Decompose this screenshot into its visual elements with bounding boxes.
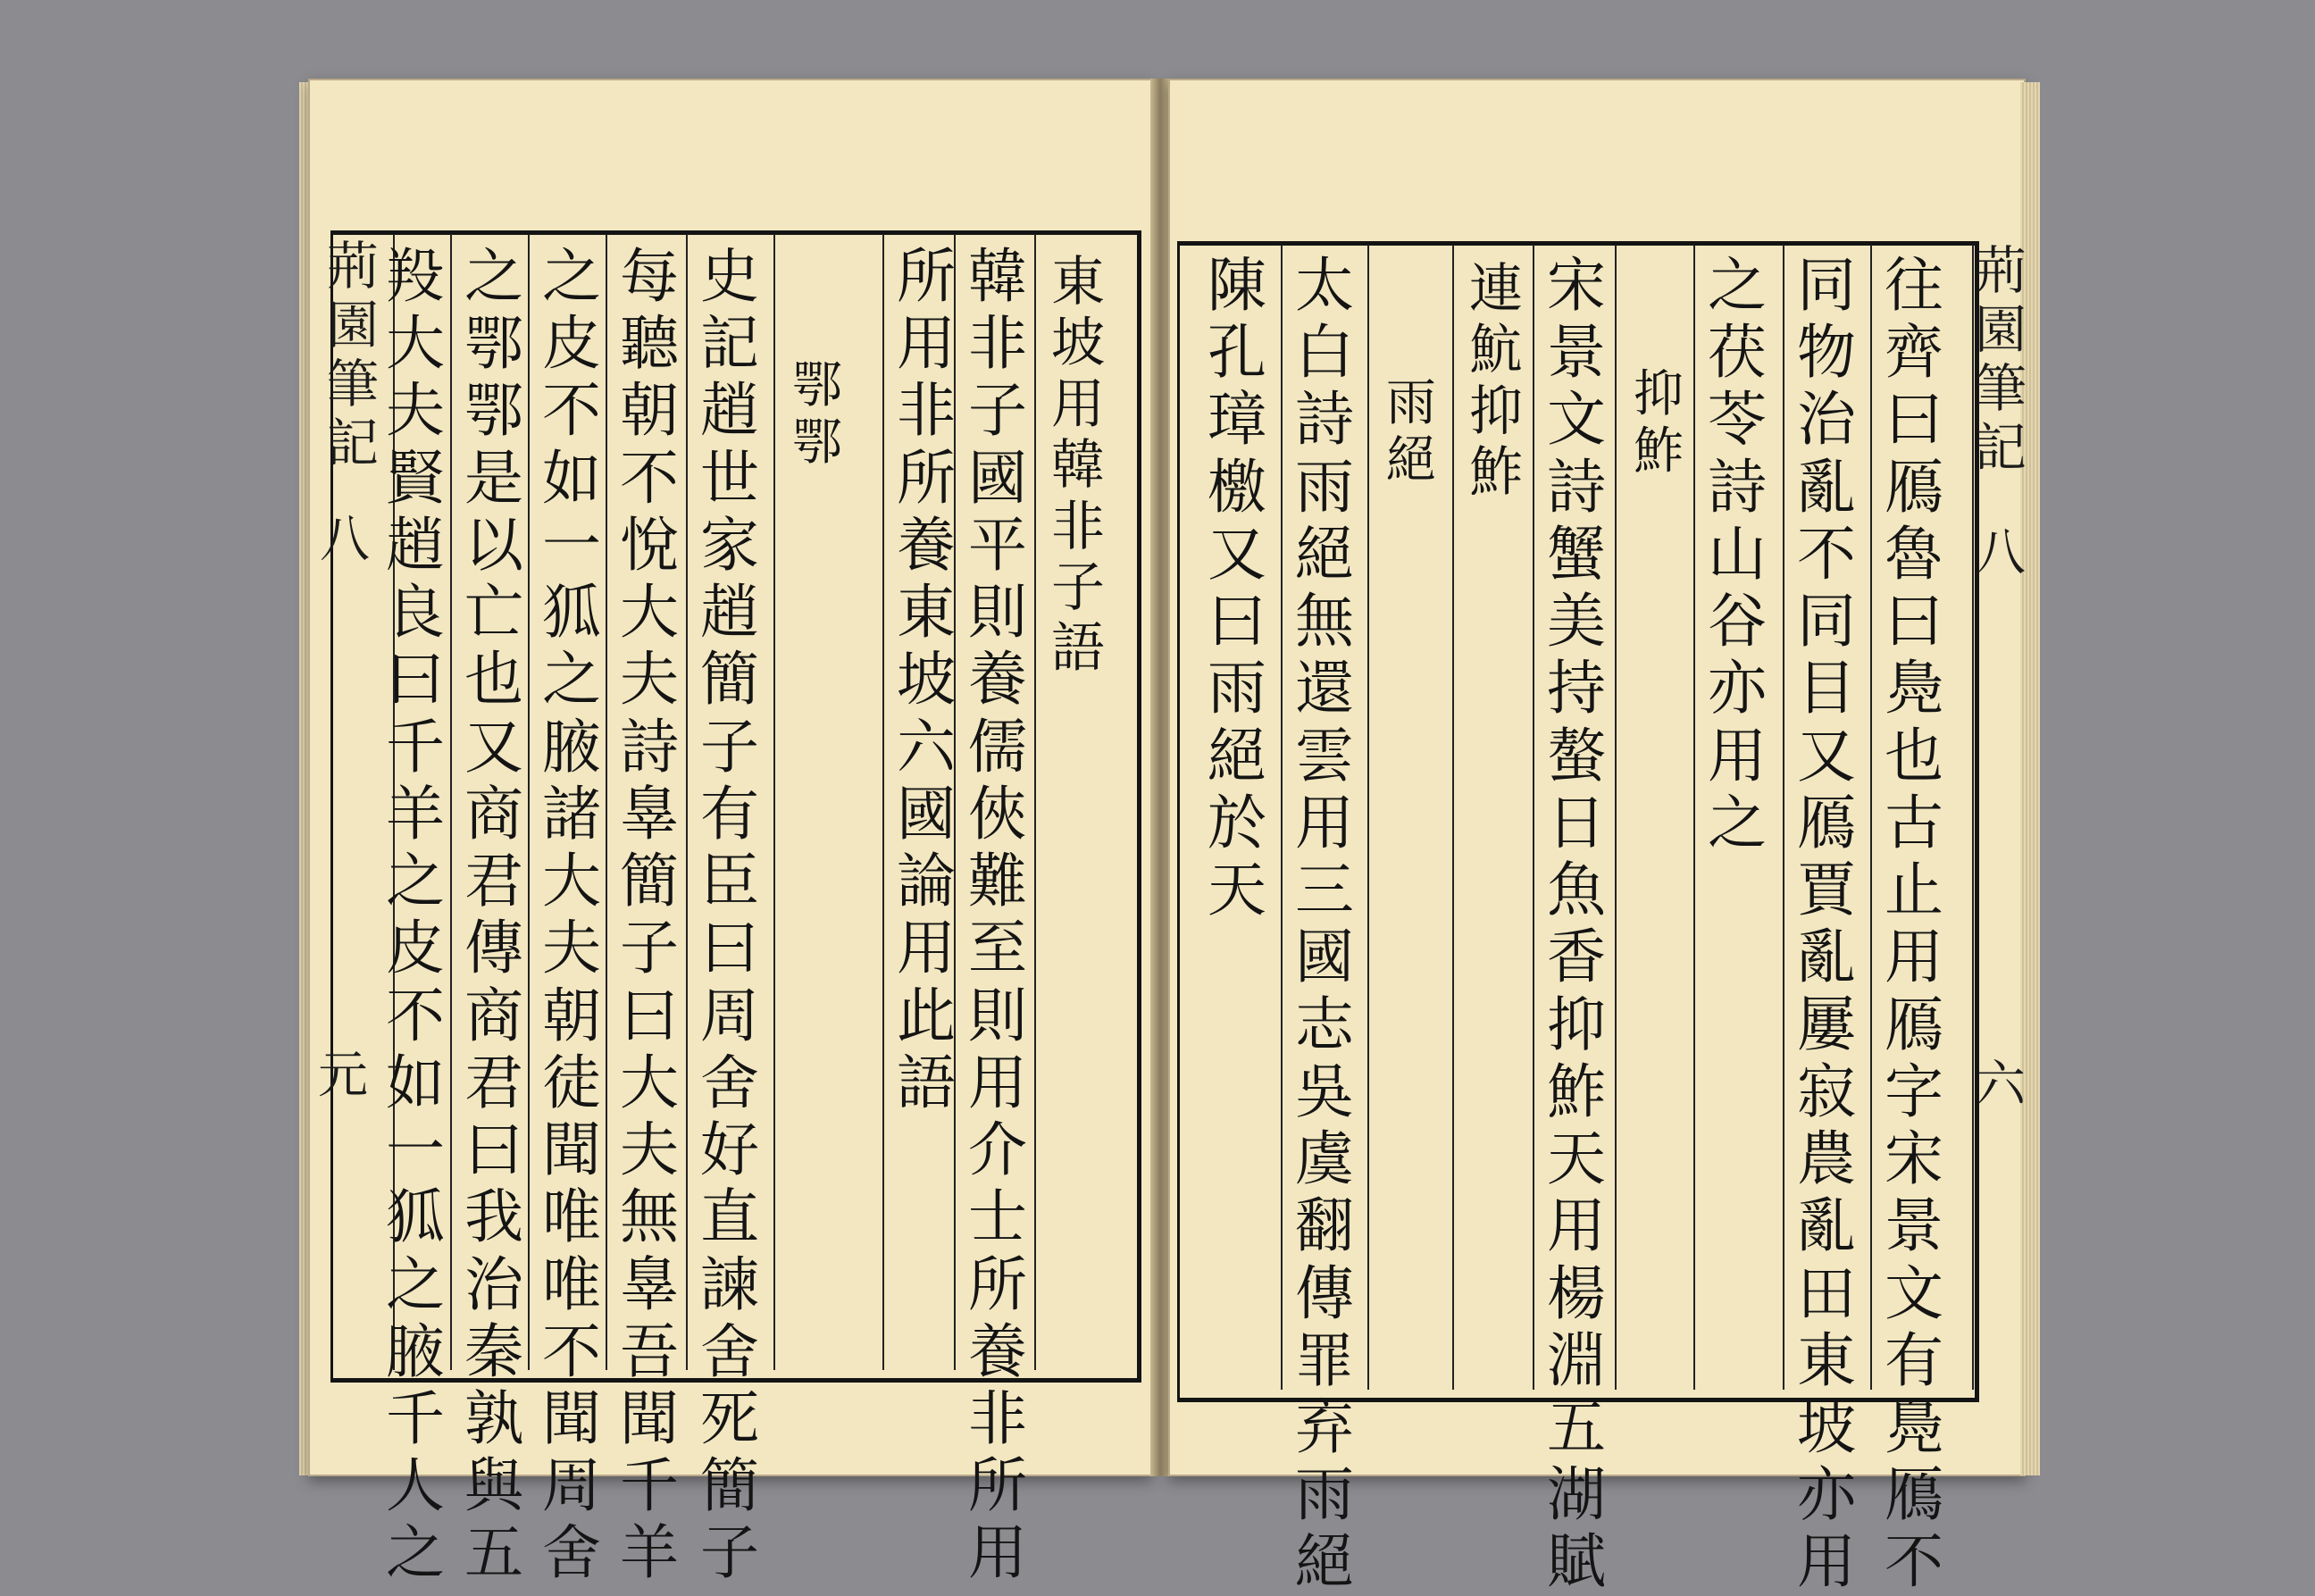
column-rule [1281,245,1283,1390]
left-column-5: 史 記 趙 世 家 趙 簡 子 有 臣 曰 周 舍 好 直 諫 舍 死 簡 子 [700,242,759,1588]
left-column-2: 韓 非 子 國 平 則 養 儒 俠 難 至 則 用 介 士 所 養 非 所 用 [968,242,1027,1588]
book-gutter [1150,79,1170,1476]
column-rule [1783,245,1784,1390]
right-column-9: 陳 孔 璋 檄 又 曰 雨 絕 於 天 [1208,251,1266,925]
left-page-header: 荊 園 筆 記 [326,236,379,474]
right-column-3: 之 茯 苓 詩 山 谷 亦 用 之 [1708,251,1767,857]
left-column-1: 東 坡 用 韓 非 子 語 [1051,251,1105,681]
column-rule [882,234,884,1370]
column-rule [1870,245,1872,1390]
left-column-4: 鄂 鄂 [792,356,842,472]
column-rule [528,234,530,1370]
column-rule [1452,245,1454,1390]
right-page-header: 荊 園 筆 記 [1974,240,2027,479]
right-juan-number: 八 [1976,524,2026,582]
left-juan-number: 八 [320,511,370,569]
left-column-3: 所 用 非 所 養 東 坡 六 國 論 用 此 語 [897,242,956,1117]
column-rule [1034,234,1036,1370]
right-column-8: 太 白 詩 雨 絕 無 還 雲 用 三 國 志 吳 虞 翻 傳 罪 弃 雨 絕 [1295,251,1354,1596]
column-rule [773,234,775,1370]
column-rule [686,234,688,1370]
column-rule [1693,245,1695,1390]
right-folio-number: 六 [1976,1056,2026,1114]
column-rule [1533,245,1534,1390]
column-rule [1615,245,1617,1390]
right-column-2: 同 物 治 亂 不 同 目 又 鴈 賈 亂 屢 寂 農 亂 田 東 坡 亦 用 [1797,251,1856,1596]
left-column-8: 之 鄂 鄂 是 以 亡 也 又 商 君 傳 商 君 曰 我 治 秦 孰 與 五 [464,242,523,1588]
right-column-4: 抑 鮓 [1634,365,1684,480]
column-rule [450,234,452,1370]
column-rule [1367,245,1369,1390]
right-column-1: 往 齊 曰 鴈 魯 曰 鳧 也 古 止 用 鴈 字 宋 景 文 有 鳧 鴈 不 [1885,251,1943,1596]
column-rule [606,234,607,1370]
right-column-6: 連 魧 抑 鮓 [1469,258,1523,505]
left-column-6: 每 聽 朝 不 悅 大 夫 詩 辠 簡 子 曰 大 夫 無 辠 吾 聞 千 羊 [620,242,679,1588]
right-column-5: 宋 景 文 詩 蟹 美 持 螯 日 魚 香 抑 鮓 天 用 楊 淵 五 湖 賦 [1547,251,1606,1596]
left-column-7: 之 皮 不 如 一 狐 之 腋 諸 大 夫 朝 徒 聞 唯 唯 不 聞 周 舍 [542,242,601,1588]
left-folio-number: 元 [318,1047,368,1105]
left-column-9: 羖 大 夫 賢 趙 良 曰 千 羊 之 皮 不 如 一 狐 之 腋 千 人 之 [386,242,445,1588]
right-column-7: 雨 絕 [1386,374,1436,489]
